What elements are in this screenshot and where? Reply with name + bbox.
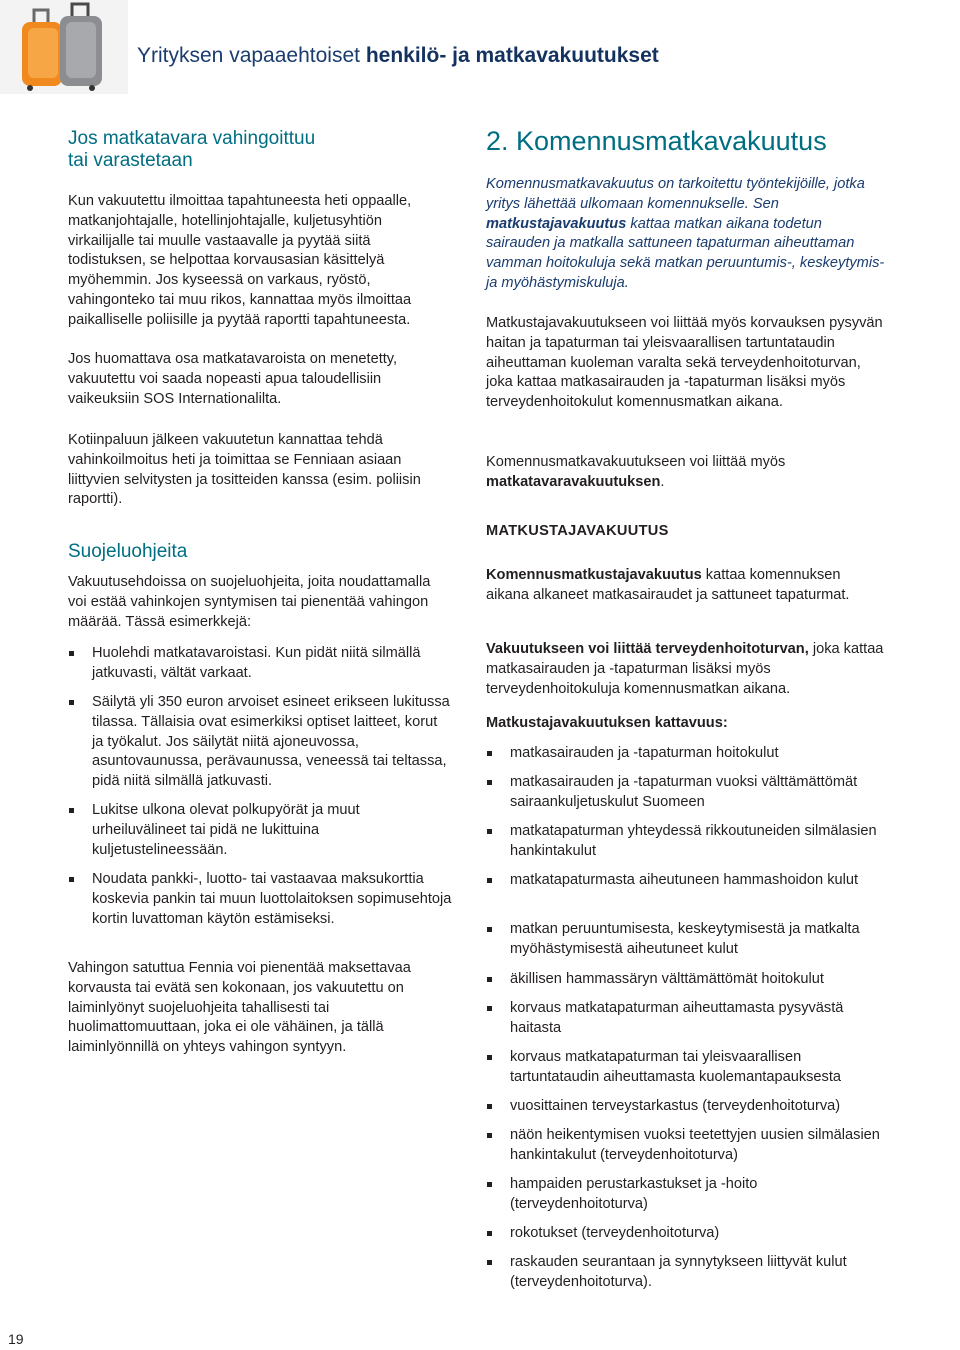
section-heading-protection: Suojeluohjeita [68, 541, 188, 562]
paragraph-report: Kun vakuutettu ilmoittaa tapahtuneesta heti oppaalle, matkanjohtajalle, hotellinjohtajalle, kuljetusyhtiön virkailijalle tai muulle vastaavalle ja pyytää siitä todistuksen, se helpottaa korvausasian käsittelyä myöhemmin. Jos kyseessä on varkaus, ryöstö, vahingonteko tai muu rikos, kannattaa myös ilmoittaa paikalliselle poliisille ja pyytää raportti tapahtuneesta. [68, 193, 412, 328]
section-heading-luggage [68, 128, 315, 172]
list-item: matkasairauden ja -tapaturman vuoksi välttämättömät sairaankuljetuskulut Suomeen [486, 773, 886, 813]
luggage-logo [0, 0, 128, 94]
list-item: näön heikentymisen vuoksi teetettyjen uusien silmälasien hankintakulut (terveydenhoitoturva) [486, 1126, 886, 1166]
subheading-travel-insurance: MATKUSTAJAVAKUUTUS [486, 523, 669, 539]
list-item: hampaiden perustarkastukset ja -hoito (terveydenhoitoturva) [486, 1175, 886, 1215]
paragraph-additions: Matkustajavakuutukseen voi liittää myös korvauksen pysyvän haitan ja tapaturman tai yleisvaarallisen tartuntataudin aiheuttaman kuoleman varalta sekä terveydenhoitoturvan, joka kattaa matkasairauden ja -tapaturman lisäksi myös terveydenhoitokulut komennusmatkan aikana. [486, 315, 883, 411]
list-item: matkan peruuntumisesta, keskeytymisestä ja matkalta myöhästymisestä aiheutuneet kulut [486, 920, 886, 960]
paragraph-healthcare [486, 640, 886, 699]
list-item: Lukitse ulkona olevat polkupyörät ja muut urheiluvälineet tai pidä ne lukittuina kuljetustelineessään. [68, 801, 452, 860]
header-title [137, 44, 659, 68]
list-item: Säilytä yli 350 euron arvoiset esineet erikseen lukitussa tilassa. Tällaisia ovat esimerkiksi optiset laitteet, korut ja työkalut. Jos säilytät niitä ajoneuvossa, asuntovaunussa, perävaunussa, veneessä tai teltassa, pidä niitä silmällä jatkuvasti. [68, 693, 452, 792]
section-heading-assignment: 2. Komennusmatkavakuutus [486, 126, 827, 156]
healthcare-bold: Vakuutukseen voi liittää terveydenhoitoturvan, [486, 641, 809, 657]
header-title-plain: Yrityksen vapaaehtoiset [137, 44, 360, 67]
list-item: matkatapaturmasta aiheutuneen hammashoidon kulut [486, 871, 858, 891]
assignment-traveler-text: kattaa komennuksen aikana alkaneet matkasairaudet ja sattuneet tapaturmat. [486, 567, 850, 603]
paragraph-luggage-addon [486, 453, 886, 493]
coverage-title: Matkustajavakuutuksen kattavuus: [486, 715, 728, 731]
list-item: matkatapaturman yhteydessä rikkoutuneiden silmälasien hankintakulut [486, 822, 886, 862]
luggage-addon-bold: matkatavaravakuutuksen [486, 473, 661, 490]
paragraph-negligence: Vahingon satuttua Fennia voi pienentää maksettavaa korvausta tai evätä sen kokonaan, jos vakuutettu on laiminlyönyt suojeluohjeita tahallisesti tai huolimattomuuttaan, joka ei ole vähäinen, ja tällä laiminlyönnillä on yhteys vahingon syntyyn. [68, 960, 411, 1056]
paragraph-claim: Kotiinpaluun jälkeen vakuutetun kannattaa tehdä vahinkoilmoitus heti ja toimittaa se Fenniaan asiaan liittyvien selvitysten ja tositteiden kanssa (esim. poliisin raportti). [68, 432, 421, 508]
luggage-addon-end: . [660, 473, 665, 490]
paragraph-sos: Jos huomattava osa matkatavaroista on menetetty, vakuutettu voi saada nopeasti apua taloudellisiin vaikeuksiin SOS Internationalilta. [68, 351, 398, 407]
intro-text-a: Komennusmatkavakuutus on tarkoitettu työntekijöille, jotka yritys lähettää ulkomaan komennukselle. Sen [486, 176, 865, 212]
intro-text-bold: matkustajavakuutus [486, 215, 627, 232]
list-item: raskauden seurantaan ja synnytykseen liittyvät kulut (terveydenhoitoturva). [486, 1253, 886, 1293]
intro-text-b: kattaa matkan aikana todetun sairauden ja matkalla sattuneen tapaturman aiheuttaman vamman hoitokuluja sekä matkan peruuntumis-, keskeytymis- ja myöhästymiskuluja. [486, 215, 885, 291]
luggage-icon [0, 0, 128, 94]
list-item: Noudata pankki-, luotto- tai vastaavaa maksukorttia koskevia pankin tai muun luottolaitoksen sopimusehtoja kortin luvattoman käytön estämiseksi. [68, 870, 452, 929]
heading-line-1: Jos matkatavara vahingoittuu [68, 128, 316, 149]
luggage-addon-text: Komennusmatkavakuutukseen voi liittää myös [486, 454, 786, 470]
list-item: korvaus matkatapaturman tai yleisvaarallisen tartuntataudin aiheuttamasta kuolemantapauksesta [486, 1048, 886, 1088]
paragraph-assignment-traveler [486, 566, 886, 606]
header-title-bold: henkilö- ja matkavakuutukset [365, 44, 659, 67]
paragraph-intro [486, 175, 886, 294]
list-item: matkasairauden ja -tapaturman hoitokulut [486, 744, 779, 764]
healthcare-text: joka kattaa matkasairauden ja -tapaturman lisäksi myös terveydenhoitokuluja komennusmatkan aikana. [486, 641, 884, 697]
list-item: rokotukset (terveydenhoitoturva) [486, 1224, 719, 1244]
list-item: Huolehdi matkatavaroistasi. Kun pidät niitä silmällä jatkuvasti, vältät varkaat. [68, 644, 452, 684]
heading-line-2: tai varastetaan [68, 150, 193, 171]
assignment-traveler-bold: Komennusmatkustajavakuutus [486, 567, 702, 583]
list-item: korvaus matkatapaturman aiheuttamasta pysyvästä haitasta [486, 999, 886, 1039]
paragraph-protection-intro: Vakuutusehdoissa on suojeluohjeita, joita noudattamalla voi estää vahinkojen syntymisen tai pienentää vahingon määrää. Tässä esimerkkejä: [68, 574, 431, 630]
page-number: 19 [8, 1331, 24, 1347]
list-item: vuosittainen terveystarkastus (terveydenhoitoturva) [486, 1097, 840, 1117]
list-item: äkillisen hammassäryn välttämättömät hoitokulut [486, 970, 824, 990]
